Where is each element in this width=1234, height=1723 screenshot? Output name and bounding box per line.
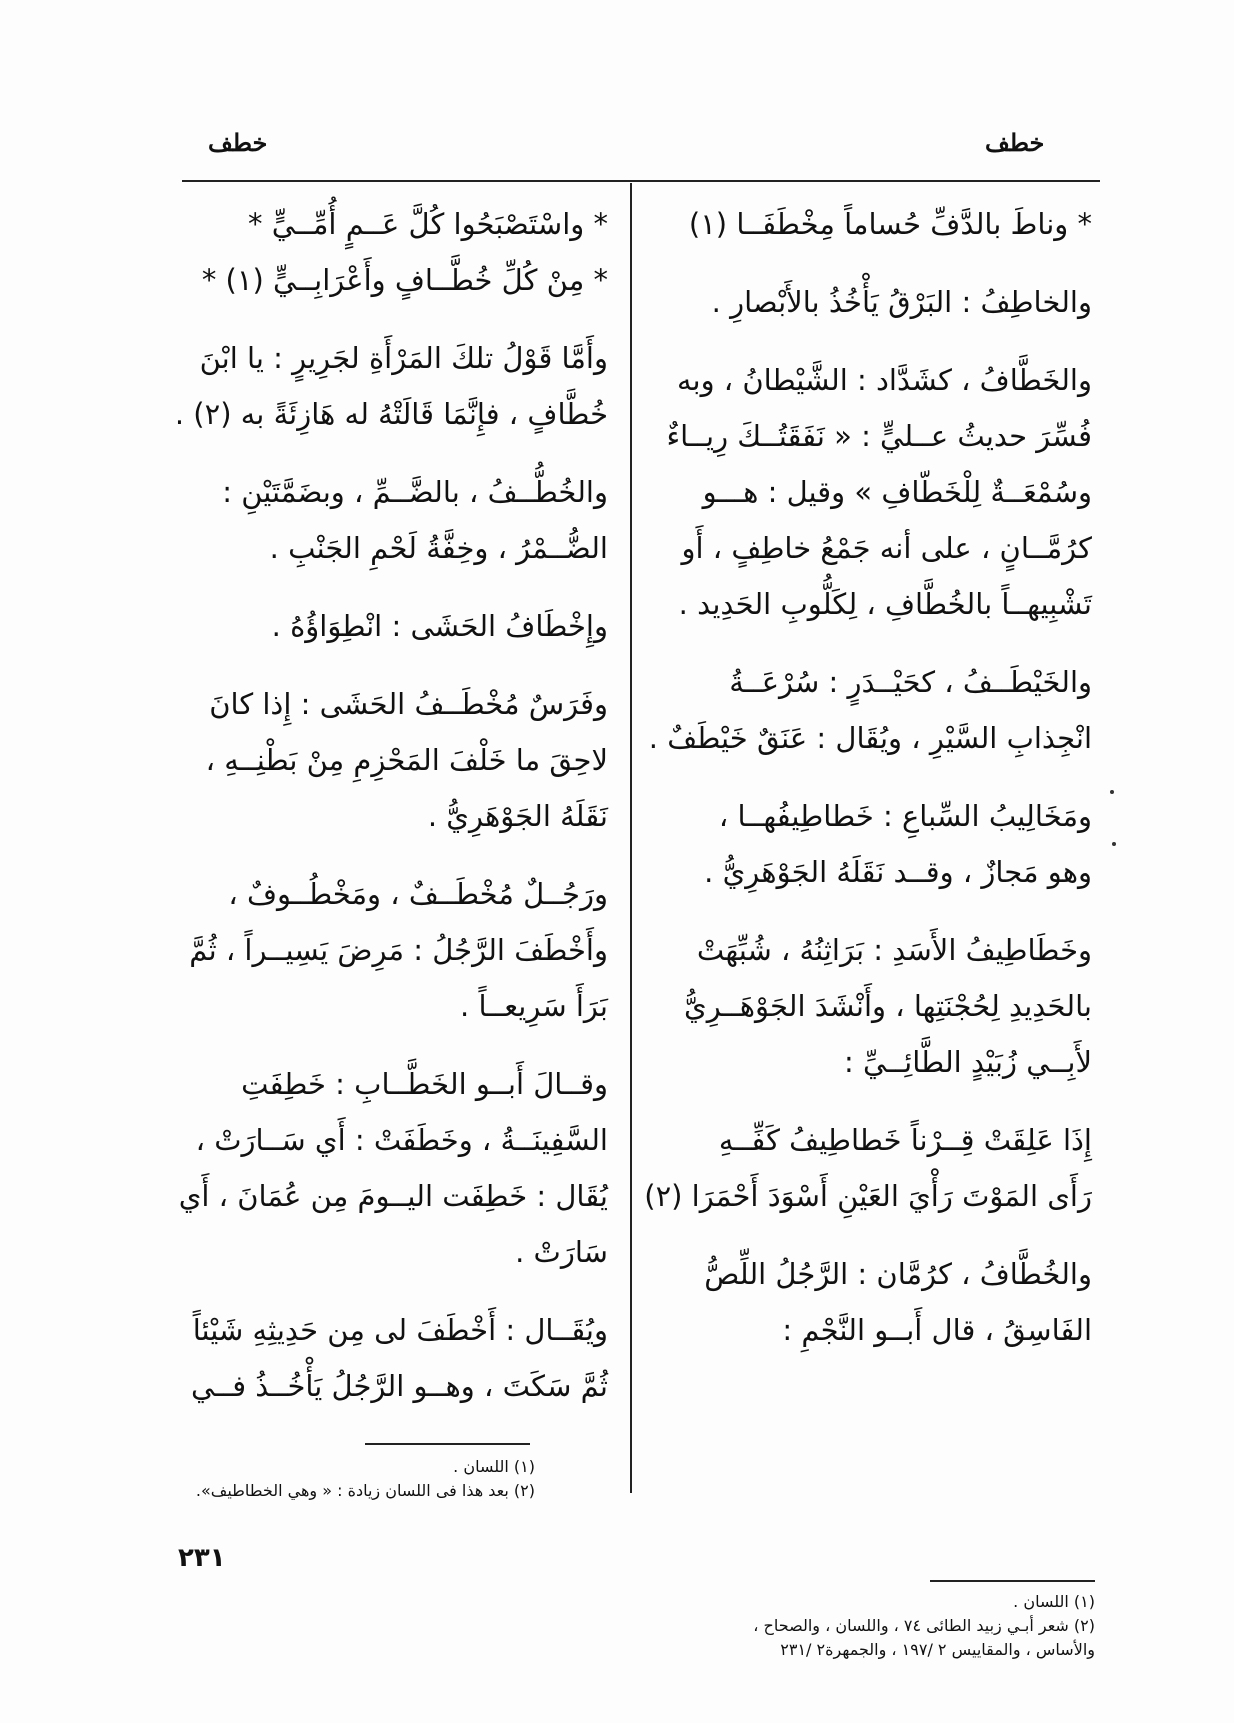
text-line: * واسْتَصْبَحُوا كُلَّ عَــمٍ أُمِّــيٍّ * — [248, 207, 608, 241]
entry-paragraph — [170, 464, 608, 576]
entry-paragraph — [652, 274, 1092, 330]
entry-paragraph — [652, 922, 1092, 1090]
text-line: سَارَتْ . — [515, 1235, 608, 1269]
header-entry-word-right: خطف — [985, 128, 1045, 157]
text-line: والخَيْطَــفُ ، كحَيْــدَرٍ : سُرْعَــةُ — [729, 665, 1092, 699]
text-line: ومَخَالِيبُ السِّباعِ : خَطاطِيفُهــا ، — [718, 799, 1092, 833]
footnote-line: (١) اللسان . — [453, 1457, 535, 1476]
footnote-line: والأساس ، والمقاييس ٢ /١٩٧ ، والجمهرة٢ /٢٣١ — [780, 1640, 1095, 1659]
page-number: ٢٣١ — [178, 1543, 226, 1573]
text-line: والخُطَّافُ ، كرُمَّان : الرَّجُلُ اللِّصُّ — [704, 1257, 1092, 1291]
header-entry-word-left: خطف — [208, 128, 268, 157]
text-line: فُسِّرَ حديثُ عــليٍّ : « نَفَقَتُــكَ رِيــاءٌ — [666, 419, 1092, 453]
text-line: ويُقَــال : أَخْطَفَ لى مِن حَدِيثِهِ شَيْئاً — [192, 1313, 608, 1347]
entry-paragraph — [652, 788, 1092, 900]
entry-paragraph — [648, 654, 1092, 766]
text-line: الفَاسِقُ ، قال أَبــو النَّجْمِ : — [782, 1313, 1092, 1347]
entry-paragraph — [170, 196, 608, 308]
header-rule — [182, 180, 1100, 182]
text-line: رَأَى المَوْتَ رَأْيَ العَيْنِ أَسْوَدَ أَحْمَرَا (٢) — [644, 1179, 1092, 1213]
text-line: بَرَأَ سَرِيعــاً . — [460, 989, 608, 1023]
entry-paragraph — [652, 1246, 1092, 1358]
text-line: ثُمَّ سَكَتَ ، وهــو الرَّجُلُ يَأْخُــذُ فــي — [191, 1369, 608, 1403]
footnote-line: (٢) بعد هذا فى اللسان زيادة : « وهي الخطاطيف». — [195, 1481, 535, 1500]
text-line: تَشْبِيهــاً بالخُطَّافِ ، لِكَلُّوبِ الحَدِيد . — [678, 587, 1092, 621]
entry-paragraph — [170, 598, 608, 654]
text-line: لأَبِــي زُبَيْدٍ الطَّائِــيِّ : — [843, 1045, 1092, 1079]
left-column — [170, 196, 608, 1436]
footnote-rule-left — [365, 1443, 530, 1445]
text-line: وسُمْعَــةٌ لِلْخَطّافِ » وقيل : هـــو — [702, 475, 1092, 509]
footnote-line: (٢) شعر أبـي زبيد الطائى ٧٤ ، واللسان ، والصحاح ، — [753, 1616, 1095, 1635]
text-line: والخُطُّــفُ ، بالضَّــمِّ ، وبضَمَّتَيْنِ : — [222, 475, 608, 509]
entry-paragraph — [644, 1112, 1092, 1224]
text-line: وإِخْطَافُ الحَشَى : انْطِوَاؤُهُ . — [271, 609, 608, 643]
footnotes-right — [655, 1590, 1095, 1662]
margin-mark — [1112, 842, 1116, 846]
text-line: وأَمَّا قَوْلُ تلكَ المَرْأَةِ لجَرِيرٍ : يا ابْنَ — [199, 341, 608, 375]
text-line: خُطَّافٍ ، فإِنَّمَا قَالَتْهُ له هَازِئَةً به (٢) . — [174, 397, 608, 431]
text-line: إِذَا عَلِقَتْ قِــرْناً خَطاطِيفُ كَفِّــهِ — [718, 1123, 1092, 1157]
text-line: نَقَلَهُ الجَوْهَرِيُّ . — [427, 799, 608, 833]
entry-paragraph — [170, 866, 608, 1034]
footnotes-left — [195, 1455, 535, 1503]
entry-paragraph — [652, 196, 1092, 252]
text-line: وخَطَاطِيفُ الأَسَدِ : بَرَاثِنُهُ ، شُبِّهَتْ — [696, 933, 1092, 967]
text-line: السَّفِينَــةُ ، وخَطَفَتْ : أَي سَــارَتْ ، — [195, 1123, 608, 1157]
text-line: * مِنْ كُلِّ خُطَّــافٍ وأَعْرَابِــيٍّ (١) * — [201, 263, 608, 297]
footnote-rule-right — [930, 1580, 1095, 1582]
entry-paragraph — [170, 330, 608, 442]
entry-paragraph — [170, 1056, 608, 1280]
text-line: الضُّــمْرُ ، وخِفَّةُ لَحْمِ الجَنْبِ . — [269, 531, 608, 565]
column-divider — [630, 183, 632, 1493]
text-line: ورَجُــلٌ مُخْطَــفٌ ، ومَخْطُــوفٌ ، — [228, 877, 608, 911]
text-line: وهو مَجازٌ ، وقــد نَقَلَهُ الجَوْهَرِيُّ . — [704, 855, 1092, 889]
footnote-line: (١) اللسان . — [1013, 1592, 1095, 1611]
entry-paragraph — [170, 676, 608, 844]
text-line: يُقَال : خَطِفَت اليــومَ مِن عُمَانَ ، أَي — [178, 1179, 608, 1213]
text-line: وقــالَ أَبــو الخَطَّــابِ : خَطِفَتِ — [241, 1067, 608, 1101]
entry-paragraph — [652, 352, 1092, 632]
margin-mark — [1110, 790, 1114, 794]
text-line: بالحَدِيدِ لِحُجْنَتِها ، وأَنْشَدَ الجَوْهَــرِيُّ — [684, 989, 1092, 1023]
text-line: وأَخْطَفَ الرَّجُلُ : مَرِضَ يَسِيــراً ، ثُمَّ — [189, 933, 608, 967]
text-line: * وناطَ بالدَّفِّ حُساماً مِخْطَفَــا (١) — [688, 207, 1092, 241]
entry-paragraph — [170, 1302, 608, 1414]
right-column — [644, 196, 1092, 1380]
text-line: والخاطِفُ : البَرْقُ يَأْخُذُ بالأَبْصارِ . — [711, 285, 1092, 319]
text-line: وفَرَسٌ مُخْطَــفُ الحَشَى : إِذا كانَ — [209, 687, 608, 721]
text-line: كرُمَّــانٍ ، على أنه جَمْعُ خاطِفٍ ، أَو — [681, 531, 1092, 565]
text-line: لاحِقَ ما خَلْفَ المَحْزِمِ مِنْ بَطْنِــهِ ، — [205, 743, 608, 777]
text-line: انْجِذابِ السَّيْرِ ، ويُقَال : عَنَقٌ خَيْطَفٌ . — [648, 721, 1092, 755]
text-line: والخَطَّافُ ، كشَدَّاد : الشَّيْطانُ ، وبه — [676, 363, 1092, 397]
